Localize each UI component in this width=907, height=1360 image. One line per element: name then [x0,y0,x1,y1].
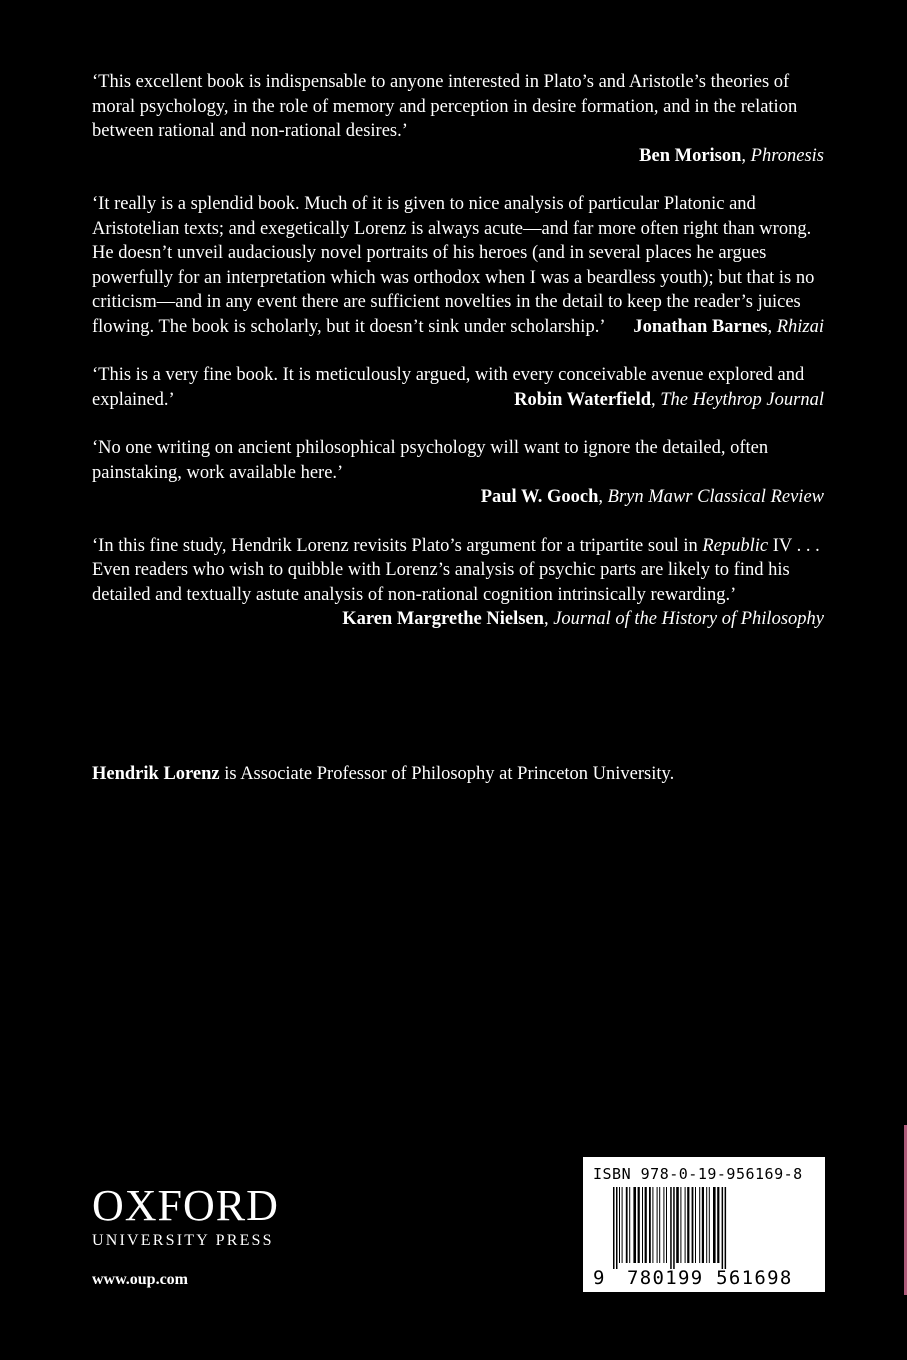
barcode-bar [629,1187,630,1263]
review-text-body: ‘It really is a splendid book. Much of it is given to nice analysis of particular Platonic and Aristotelian texts; and exegetically Lorenz is always acute—and far more often right than wrong. He doesn’t unveil audaciously novel portraits of his heroes (and in several places he argues powerfully for an interpretation which was orthodox when I was a beardless youth); but that is no criticism—and in any event there are sufficient novelties in the detail to keep the reader’s juices flowing. The book is scholarly, but it doesn’t sink under scholarship.’ [92,194,815,337]
publisher-logo [92,1181,279,1250]
barcode-bar [673,1187,675,1269]
review-nielsen [92,534,824,632]
barcode-bar [695,1187,696,1263]
barcode-bar [642,1187,643,1263]
barcode-bar [649,1187,651,1263]
review-morison [92,70,824,168]
review-text-italic: Republic [702,535,769,556]
review-source: Rhizai [776,316,824,337]
review-source: The Heythrop Journal [660,389,824,410]
barcode-bar [622,1187,623,1263]
review-attribution: Robin Waterfield, The Heythrop Journal [514,389,824,410]
barcode-bar [680,1187,681,1263]
isbn-label: ISBN 978-0-19-956169-8 [593,1165,803,1183]
barcode-bar [692,1187,694,1263]
barcode-bar [702,1187,704,1263]
review-text-before: ‘In this fine study, Hendrik Lorenz revisits Plato’s argument for a tripartite soul in [92,535,698,556]
reviewer-name: Karen Margrethe Nielsen [342,609,544,629]
reviews-section [92,70,824,656]
barcode-bar [706,1187,707,1263]
barcode-bar [645,1187,647,1263]
isbn-barcode [583,1157,825,1292]
review-text [92,192,824,339]
review-barnes [92,192,824,339]
reviewer-name: Ben Morison [639,145,742,166]
author-bio-text: is Associate Professor of Philosophy at Princeton University. [219,764,675,784]
barcode-bar [685,1187,686,1263]
barcode-bar [613,1187,615,1269]
review-source: Journal of the History of Philosophy [553,609,824,629]
barcode-bar [652,1187,653,1263]
author-name: Hendrik Lorenz [92,764,220,784]
reviewer-name: Jonathan Barnes [633,316,768,337]
barcode-bar [663,1187,664,1263]
review-text: ‘This excellent book is indispensable to anyone interested in Plato’s and Aristotle’s theories of moral psychology, in the role of memory and perception in desire formation, and in the relation between rational and non-rational desires.’ [92,72,798,141]
logo-sub-text: UNIVERSITY PRESS [92,1232,274,1249]
barcode-bar [657,1187,658,1263]
review-source: Phronesis [750,145,824,166]
review-text: ‘No one writing on ancient philosophical psychology will want to ignore the detailed, often painstaking, work available here.’ [92,438,769,483]
review-text-body: ‘This is a very fine book. It is meticulously argued, with every conceivable avenue explored and explained.’ [92,365,805,410]
review-source: Bryn Mawr Classical Review [607,487,824,507]
barcode-bar [722,1187,724,1269]
author-bio [92,762,824,786]
barcode-bar [638,1187,640,1263]
barcode-bar [626,1187,628,1263]
barcode-bar [616,1187,618,1269]
barcode-bar [717,1187,719,1263]
barcode-bar [709,1187,710,1263]
review-attribution: Ben Morison, Phronesis [639,145,824,166]
barcode-bars [611,1187,811,1269]
barcode-bar [713,1187,716,1263]
barcode-bar [670,1187,672,1269]
review-waterfield [92,363,824,412]
barcode-lead-digit: 9 [593,1267,605,1289]
barcode-bar [666,1187,667,1263]
reviewer-name: Robin Waterfield [514,389,651,410]
review-text [92,534,824,608]
publisher-website: www.oup.com [92,1271,189,1288]
barcode-digits: 780199 561698 [627,1267,793,1289]
review-text-after: IV . . . Even readers who wish to quibble with Lorenz’s analysis of psychic parts are likely to find his detailed and textually astute analysis of non-rational cognition intrinsically rewarding.’ [92,535,820,605]
barcode-bar [725,1187,727,1269]
review-gooch [92,436,824,510]
review-attribution: Jonathan Barnes, Rhizai [633,316,824,337]
logo-main-text: OXFORD [92,1181,279,1230]
review-text [92,363,824,412]
review-attribution: Karen Margrethe Nielsen, Journal of the History of Philosophy [342,609,824,629]
barcode-bar [687,1187,689,1263]
reviewer-name: Paul W. Gooch [480,487,599,507]
barcode-bar [619,1187,620,1263]
barcode-bar [699,1187,700,1263]
barcode-bar [659,1187,660,1263]
review-attribution: Paul W. Gooch, Bryn Mawr Classical Review [480,487,824,507]
barcode-bar [676,1187,679,1263]
barcode-bar [633,1187,636,1263]
